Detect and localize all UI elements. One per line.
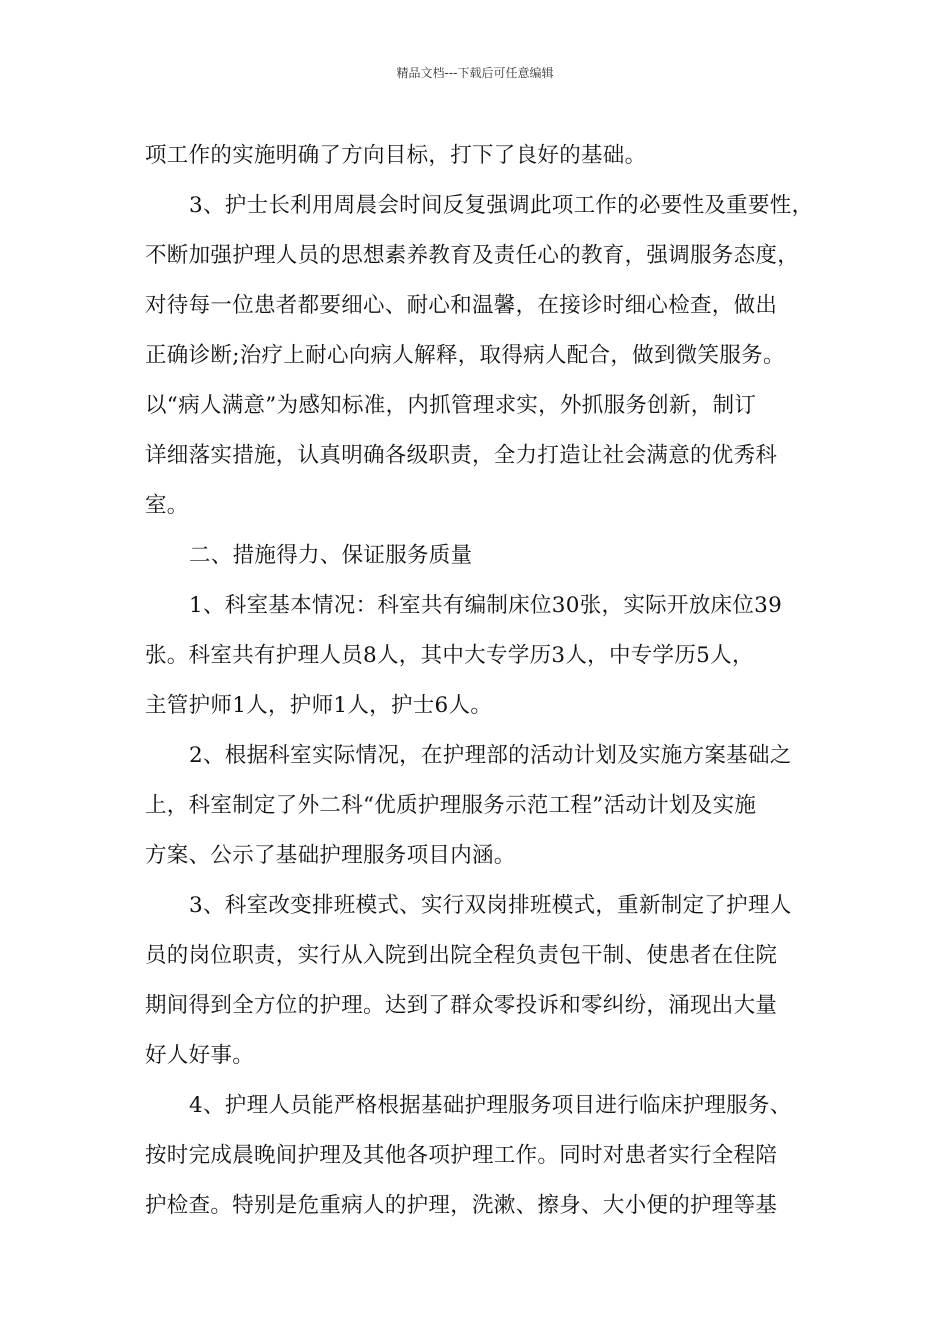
text-line: 护检查。特别是危重病人的护理，洗漱、擦身、大小便的护理等基: [145, 1193, 778, 1218]
text-line: 上，科室制定了外二科“优质护理服务示范工程”活动计划及实施: [145, 793, 757, 818]
text-line: 对待每一位患者都要细心、耐心和温馨，在接诊时细心检查，做出: [145, 293, 778, 318]
text-line: 3、护士长利用周晨会时间反复强调此项工作的必要性及重要性，: [189, 193, 814, 218]
page-header: 精品文档---下载后可任意编辑: [396, 66, 554, 80]
text-line: 按时完成晨晚间护理及其他各项护理工作。同时对患者实行全程陪: [145, 1143, 778, 1168]
text-line: 方案、公示了基础护理服务项目内涵。: [145, 843, 516, 868]
section-heading: 二、措施得力、保证服务质量: [189, 543, 473, 568]
text-line: 以“病人满意”为感知标准，内抓管理求实，外抓服务创新，制订: [145, 393, 757, 418]
text-line: 好人好事。: [145, 1043, 255, 1068]
text-line: 4、护理人员能严格根据基础护理服务项目进行临床护理服务、: [189, 1093, 792, 1118]
text-line: 期间得到全方位的护理。达到了群众零投诉和零纠纷，涌现出大量: [145, 993, 778, 1018]
text-line: 详细落实措施，认真明确各级职责，全力打造让社会满意的优秀科: [145, 443, 778, 468]
text-line: 2、根据科室实际情况，在护理部的活动计划及实施方案基础之: [189, 743, 792, 768]
text-line: 正确诊断;治疗上耐心向病人解释，取得病人配合，做到微笑服务。: [145, 343, 785, 368]
text-line: 项工作的实施明确了方向目标，打下了良好的基础。: [145, 143, 647, 168]
document-body: [145, 131, 835, 1231]
text-line: 1、科室基本情况：科室共有编制床位30张，实际开放床位39: [189, 593, 783, 618]
text-line: 不断加强护理人员的思想素养教育及责任心的教育，强调服务态度，: [145, 243, 800, 268]
text-line: 主管护师1人，护师1人，护士6人。: [145, 693, 493, 718]
text-line: 张。科室共有护理人员8人，其中大专学历3人，中专学历5人，: [145, 643, 754, 668]
text-line: 室。: [145, 493, 189, 518]
text-line: 3、科室改变排班模式、实行双岗排班模式，重新制定了护理人: [189, 893, 792, 918]
text-line: 员的岗位职责，实行从入院到出院全程负责包干制、使患者在住院: [145, 943, 778, 968]
